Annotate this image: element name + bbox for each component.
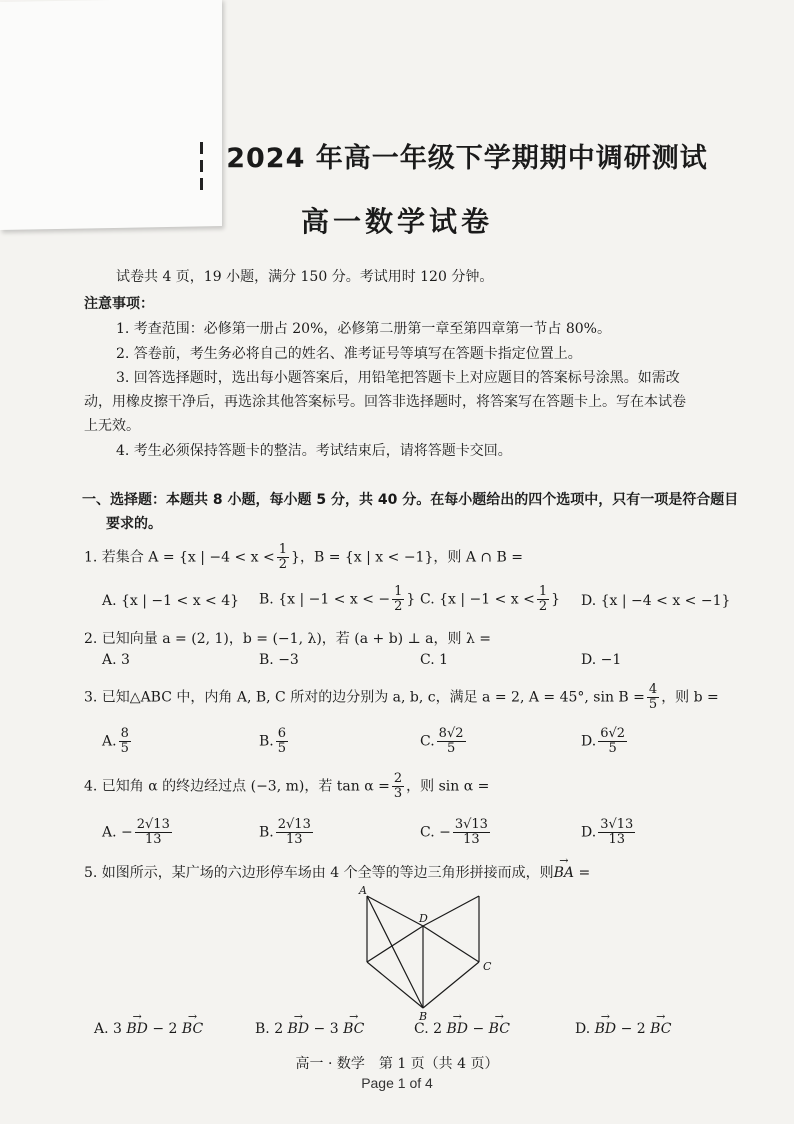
q3-option-b: B. $\frac{6}{5}$ [259, 726, 287, 756]
q4-option-c: C. − $\frac{3√13}{13}$ [420, 817, 488, 847]
page-indicator: Page 1 of 4 [361, 1075, 433, 1091]
question-4-stem: 4. 已知角 α 的终边经过点 (−3, m)，若 tan α = $\frac{2}{3}$ ，则 sin α = [84, 771, 490, 801]
paper-strip-overlay [0, 0, 222, 230]
q4-option-d: D. $\frac{3√13}{13}$ [581, 817, 634, 847]
edge-a-b [367, 896, 423, 1008]
q4-option-b: B. $\frac{2√13}{13}$ [259, 817, 311, 847]
edge-a-d [367, 896, 423, 926]
label-d: D [419, 912, 428, 925]
question-1-stem: 1. 若集合 A = {x | −4 < x < $\frac{1}{2}$ }，B = {x | x < −1}，则 A ∩ B = [84, 542, 524, 572]
q1-option-a: A. {x | −1 < x < 4} [102, 593, 240, 609]
notice-item-1: 1. 考查范围：必修第一册占 20%，必修第二册第一章至第四章第一节占 80%。 [116, 321, 611, 337]
section1-heading-cont: 要求的。 [106, 516, 162, 532]
q2-option-d: D. −1 [581, 652, 622, 668]
exam-subtitle: 高一数学试卷 [300, 205, 493, 238]
edge-left-d [367, 926, 423, 962]
edge-d-c [423, 926, 479, 962]
q2-option-c: C. 1 [420, 652, 449, 668]
edge-c-b [423, 962, 479, 1008]
edge-d-top-right [423, 896, 479, 926]
notice-item-3-end: 上无效。 [84, 418, 140, 434]
section1-heading: 一、选择题：本题共 8 小题，每小题 5 分，共 40 分。在每小题给出的四个选项中，只有一项是符合题目 [82, 492, 739, 508]
notice-item-4: 4. 考生必须保持答题卡的整洁。考试结束后，请将答题卡交回。 [116, 443, 512, 459]
notice-item-3-cont: 动，用橡皮擦干净后，再选涂其他答案标号。回答非选择题时，将答案写在答题卡上。写在本试卷 [84, 394, 686, 410]
hexagon-parking-diagram [355, 884, 505, 1023]
q5-option-b: B. 2 → BD − 3 → BC [255, 1021, 364, 1037]
q3-option-d: D. $\frac{6√2}{5}$ [581, 726, 626, 756]
notice-heading: 注意事项： [84, 296, 154, 312]
q5-option-c: C. 2 → BD − → BC [414, 1021, 510, 1037]
q1-option-d: D. {x | −4 < x < −1} [581, 593, 731, 609]
question-5-stem: 5. 如图所示，某广场的六边形停车场由 4 个全等的等边三角形拼接而成，则→ BA = [84, 862, 590, 882]
q5-option-d: D. → BD − 2 → BC [575, 1021, 671, 1037]
q1-option-b: B. {x | −1 < x < − $\frac{1}{2}$ } [259, 584, 416, 614]
question-3-stem: 3. 已知△ABC 中，内角 A, B, C 所对的边分别为 a, b, c，满足 a = 2, A = 45°, sin B = $\frac{4}{5}$ ，则 b = [84, 682, 719, 712]
label-c: C [483, 960, 492, 973]
q3-option-c: C. $\frac{8√2}{5}$ [420, 726, 464, 756]
exam-title: 2024 年高一年级下学期期中调研测试 [226, 143, 708, 174]
q5-option-a: A. 3 → BD − 2 → BC [94, 1021, 203, 1037]
edge-left-b [367, 962, 423, 1008]
q4-option-a: A. − $\frac{2√13}{13}$ [102, 817, 170, 847]
question-2-stem: 2. 已知向量 a = (2, 1)，b = (−1, λ)，若 (a + b) ⊥ a，则 λ = [84, 631, 492, 647]
q1-option-c: C. {x | −1 < x < $\frac{1}{2}$ } [420, 584, 561, 614]
q3-option-a: A. $\frac{8}{5}$ [102, 726, 129, 756]
notice-item-2: 2. 答卷前，考生务必将自己的姓名、准考证号等填写在答题卡指定位置上。 [116, 346, 582, 362]
intro-text: 试卷共 4 页，19 小题，满分 150 分。考试用时 120 分钟。 [116, 269, 494, 285]
label-a: A [359, 884, 367, 897]
page-footer: 高一 · 数学 第 1 页（共 4 页） [295, 1056, 499, 1072]
q2-option-a: A. 3 [102, 652, 130, 668]
q2-option-b: B. −3 [259, 652, 299, 668]
label-b: B [419, 1010, 428, 1023]
notice-item-3: 3. 回答选择题时，选出每小题答案后，用铅笔把答题卡上对应题目的答案标号涂黑。如需改 [116, 370, 680, 386]
